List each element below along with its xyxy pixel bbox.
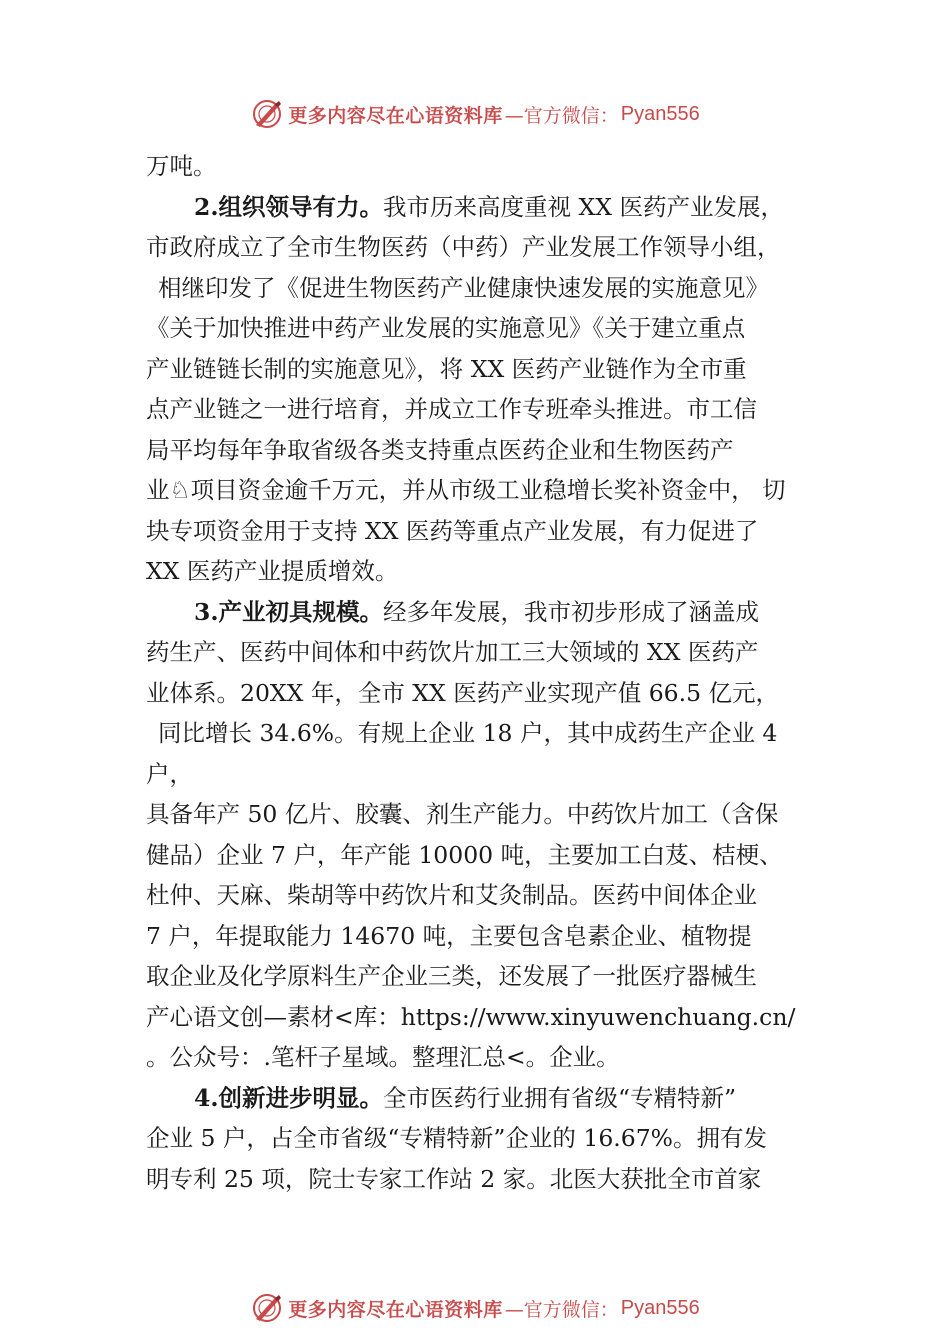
text-line: 健品）企业 7 户，年产能 10000 吨，主要加工白芨、桔梗、 bbox=[146, 840, 783, 869]
text-line: 经多年发展，我市初步形成了涵盖成 bbox=[383, 597, 760, 626]
text-line: 产业链链长制的实施意见》，将 XX 医药产业链作为全市重 bbox=[146, 354, 747, 383]
text-line: 我市历来高度重视 XX 医药产业发展， bbox=[383, 192, 784, 221]
paragraph-4-first-line bbox=[146, 1078, 836, 1119]
text-line: 取企业及化学原料生产企业三类，还发展了一批医疗器械生 bbox=[146, 962, 757, 990]
paragraph-heading: 4.创新进步明显。 bbox=[194, 1083, 384, 1112]
text-line: 。公众号：.笔杆子星域。整理汇总<。企业。 bbox=[146, 1043, 620, 1071]
text-line: 全市医药行业拥有省级“专精特新” bbox=[383, 1083, 737, 1112]
banner-brand: 更多内容尽在心语资料库 bbox=[288, 104, 503, 127]
pen-seal-logo-icon bbox=[250, 1291, 284, 1325]
text-line: 7 户，年提取能力 14670 吨，主要包含皂素企业、植物提 bbox=[146, 921, 752, 950]
watermark-url-line bbox=[146, 997, 836, 1038]
paragraph-2-first-line bbox=[146, 187, 836, 228]
text-line: 局平均每年争取省级各类支持重点医药企业和生物医药产 bbox=[146, 435, 734, 464]
paragraph-3-first-line bbox=[146, 592, 836, 633]
text-line: 业体系。20XX 年，全市 XX 医药产业实现产值 66.5 亿元， bbox=[146, 678, 779, 707]
pen-seal-logo-icon bbox=[250, 97, 284, 131]
text-line: 市政府成立了全市生物医药（中药）产业发展工作领导小组， bbox=[146, 233, 781, 261]
text-line: 业♘项目资金逾千万元，并从市级工业稳增长奖补资金中， 切 bbox=[146, 476, 786, 504]
banner-wechat-id: Pyan556 bbox=[620, 102, 700, 125]
text-line: 明专利 25 项，院士专家工作站 2 家。北医大获批全市首家 bbox=[146, 1164, 762, 1193]
text-line: 企业 5 户，占全市省级“专精特新”企业的 16.67%。拥有发 bbox=[146, 1124, 767, 1152]
text-line: 相继印发了《促进生物医药产业健康快速发展的实施意见》 bbox=[158, 273, 769, 302]
paragraph-heading: 3.产业初具规模。 bbox=[194, 597, 384, 626]
header-banner bbox=[0, 94, 950, 134]
banner-separator: —官方微信： bbox=[504, 1298, 619, 1321]
text-line: 点产业链之一进行培育，并成立工作专班牵头推进。市工信 bbox=[146, 395, 757, 423]
text-line: 杜仲、天麻、柴胡等中药饮片和艾灸制品。医药中间体企业 bbox=[146, 881, 757, 909]
document-body bbox=[146, 146, 836, 1199]
banner-wechat-id: Pyan556 bbox=[620, 1296, 700, 1319]
text-line: 万吨。 bbox=[146, 152, 217, 180]
paragraph-heading: 2.组织领导有力。 bbox=[194, 192, 384, 221]
text-line: 药生产、医药中间体和中药饮片加工三大领域的 XX 医药产 bbox=[146, 638, 759, 666]
text-line: 块专项资金用于支持 XX 医药等重点产业发展，有力促进了 bbox=[146, 516, 759, 545]
text-line: 《关于加快推进中药产业发展的实施意见》《关于建立重点 bbox=[146, 314, 746, 342]
text-line: XX 医药产业提质增效。 bbox=[146, 557, 399, 585]
footer-banner bbox=[0, 1288, 950, 1328]
banner-brand: 更多内容尽在心语资料库 bbox=[288, 1298, 503, 1321]
text-line: 具备年产 50 亿片、胶囊、剂生产能力。中药饮片加工（含保 bbox=[146, 800, 779, 828]
text-line: 产心语文创—素材<库：https://www.xinyuwenchuang.cn/ bbox=[146, 1002, 796, 1031]
banner-separator: —官方微信： bbox=[504, 104, 619, 127]
text-line: 户， bbox=[146, 759, 193, 788]
text-line: 同比增长 34.6%。有规上企业 18 户，其中成药生产企业 4 bbox=[158, 719, 778, 747]
